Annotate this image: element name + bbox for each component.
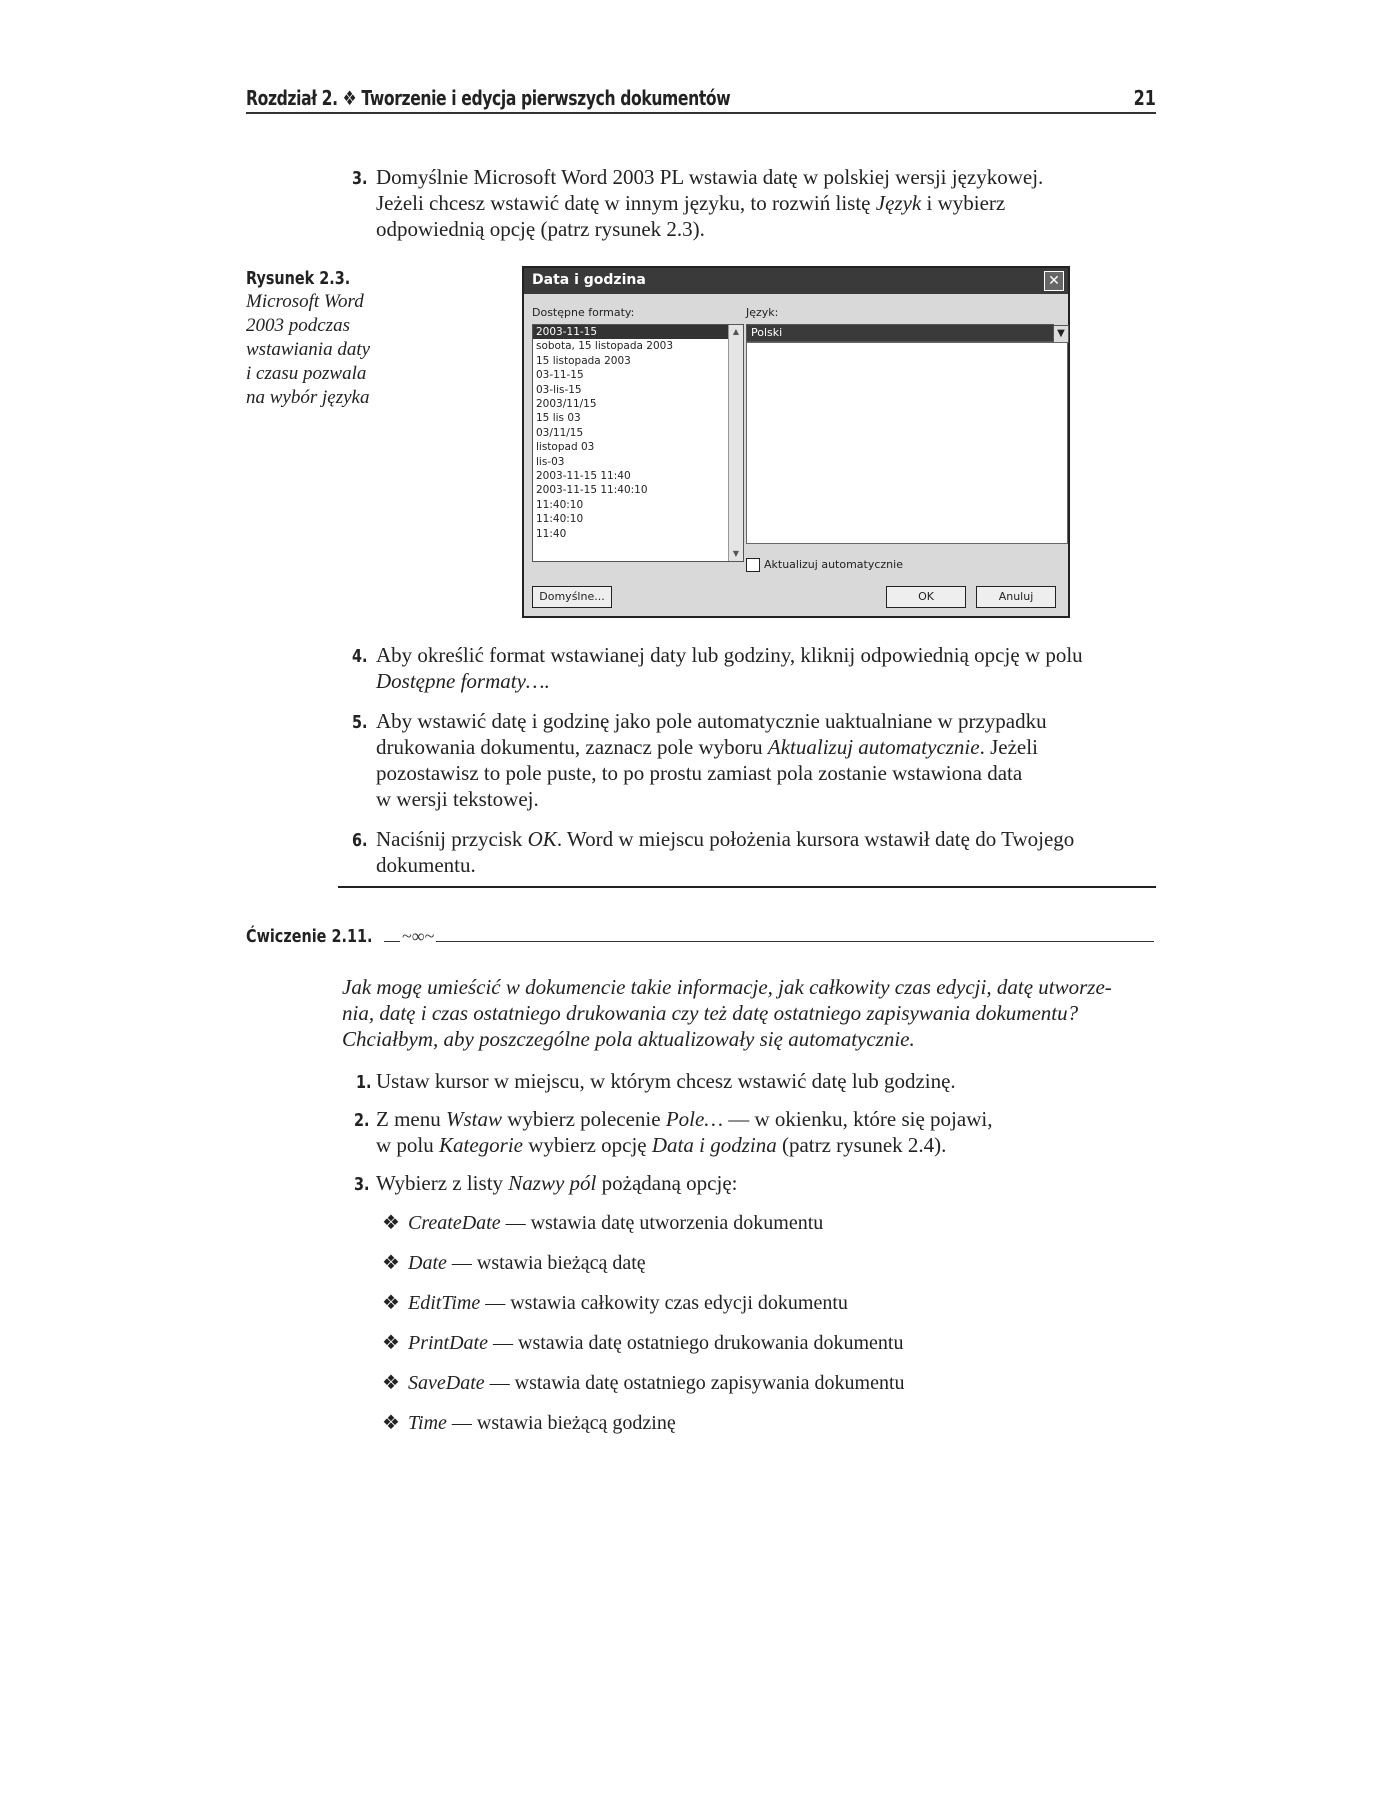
language-select[interactable] [746,324,1065,342]
step-3-text [376,164,1043,242]
step-number: 3. [352,168,368,189]
list-item[interactable]: 03/11/15 [536,426,584,439]
formats-label: Dostępne formaty: [532,306,635,319]
figure-caption: Microsoft Word 2003 podczas wstawiania daty i czasu pozwala na wybór języka [246,291,371,408]
running-header [246,86,1156,114]
text-line: Aby określić format wstawianej daty lub godziny, kliknij odpowiednią opcję w polu [376,643,1083,667]
text-line: Aby wstawić datę i godzinę jako pole automatycznie uaktualniane w przypadku [376,709,1047,733]
list-scrollbar[interactable] [728,325,743,561]
text-line: w wersji tekstowej. [376,787,539,811]
exercise-step-2 [376,1106,992,1158]
language-value: Polski [751,326,783,339]
step-6-text [376,826,1074,878]
page-number: 21 [1133,86,1156,110]
scroll-up-icon[interactable]: ▲ [732,327,740,336]
chapter-title: Rozdział 2. ❖ Tworzenie i edycja pierwszych dokumentów [246,86,731,110]
bullet-icon: ❖ [382,1252,400,1274]
dialog-title: Data i godzina [532,272,646,288]
close-icon[interactable]: ✕ [1044,271,1064,291]
bullet-icon: ❖ [382,1292,400,1314]
text-line: Z menu Wstaw wybierz polecenie Pole… — w okienku, które się pojawi, [376,1107,993,1131]
dialog-titlebar [524,268,1068,294]
list-item[interactable]: sobota, 15 listopada 2003 [536,340,674,353]
list-item: ❖ CreateDate — wstawia datę utworzenia dokumentu [382,1212,824,1234]
list-item[interactable]: 2003-11-15 [533,325,743,339]
text-line: drukowania dokumentu, zaznacz pole wyboru Aktualizuj automatycznie. Jeżeli [376,735,1038,759]
list-item[interactable]: 15 lis 03 [536,412,581,425]
chevron-down-icon[interactable]: ▼ [1053,325,1069,343]
ornament-icon: ~∞~ [402,926,435,946]
text-line: odpowiednią opcję (patrz rysunek 2.3). [376,217,705,241]
list-item[interactable]: 2003-11-15 11:40 [536,470,631,483]
step-5-text [376,708,1047,812]
bullet-icon: ❖ [382,1372,400,1394]
text-line: w polu Kategorie wybierz opcję Data i godzina (patrz rysunek 2.4). [376,1133,947,1157]
text-line: dokumentu. [376,853,476,877]
language-label: Język: [746,306,779,319]
step-number: 2. [354,1110,370,1131]
language-list-area [746,342,1068,544]
step-number: 6. [352,830,368,851]
scroll-down-icon[interactable]: ▼ [732,549,740,558]
text-line: Jeżeli chcesz wstawić datę w innym języku, to rozwiń listę Język i wybierz [376,191,1006,215]
step-4-text [376,642,1083,694]
formats-listbox[interactable] [532,324,744,562]
auto-update-checkbox[interactable] [746,558,760,572]
list-item: ❖ SaveDate — wstawia datę ostatniego zapisywania dokumentu [382,1372,905,1394]
exercise-rule [384,941,1154,942]
ok-button[interactable]: OK [886,586,966,608]
list-item[interactable]: 11:40:10 [536,498,584,511]
list-item[interactable]: 03-11-15 [536,369,584,382]
exercise-step-1: Ustaw kursor w miejscu, w którym chcesz wstawić datę lub godzinę. [376,1069,956,1093]
bullet-icon: ❖ [382,1412,400,1434]
step-number: 3. [354,1174,370,1195]
section-divider [338,886,1156,888]
list-item[interactable]: 03-lis-15 [536,383,582,396]
list-item: ❖ Date — wstawia bieżącą datę [382,1252,646,1274]
list-item[interactable]: 11:40:10 [536,513,584,526]
text-line: Dostępne formaty…. [376,669,550,693]
list-item[interactable]: listopad 03 [536,441,595,454]
list-item: ❖ Time — wstawia bieżącą godzinę [382,1412,676,1434]
text-line: nia, datę i czas ostatniego drukowania czy też datę ostatniego zapisywania dokumentu? [342,1001,1079,1025]
exercise-question [342,974,1160,1052]
text-line: Jak mogę umieścić w dokumencie takie informacje, jak całkowity czas edycji, datę utworze- [342,975,1112,999]
text-line: Chciałbym, aby poszczególne pola aktualizowały się automatycznie. [342,1027,915,1051]
list-item[interactable]: 2003-11-15 11:40:10 [536,484,648,497]
list-item: ❖ EditTime — wstawia całkowity czas edycji dokumentu [382,1292,848,1314]
list-item: ❖ PrintDate — wstawia datę ostatniego drukowania dokumentu [382,1332,904,1354]
list-item[interactable]: lis-03 [536,455,565,468]
cancel-button[interactable]: Anuluj [976,586,1056,608]
list-item[interactable]: 15 listopada 2003 [536,354,631,367]
bullet-icon: ❖ [382,1212,400,1234]
text-line: Domyślnie Microsoft Word 2003 PL wstawia datę w polskiej wersji językowej. [376,165,1044,189]
exercise-label: Ćwiczenie 2.11. [246,926,373,947]
step-number: 1. [356,1072,372,1093]
exercise-step-3: Wybierz z listy Nazwy pól pożądaną opcję: [376,1171,738,1195]
figure-label: Rysunek 2.3. [246,268,351,289]
step-number: 5. [352,712,368,733]
date-time-dialog [522,266,1070,618]
step-number: 4. [352,646,368,667]
auto-update-label: Aktualizuj automatycznie [764,558,903,571]
text-line: Naciśnij przycisk OK. Word w miejscu położenia kursora wstawił datę do Twojego [376,827,1075,851]
list-item[interactable]: 11:40 [536,527,567,540]
default-button[interactable]: Domyślne... [532,586,612,608]
list-item[interactable]: 2003/11/15 [536,398,597,411]
text-line: pozostawisz to pole puste, to po prostu zamiast pola zostanie wstawiona data [376,761,1023,785]
bullet-icon: ❖ [382,1332,400,1354]
